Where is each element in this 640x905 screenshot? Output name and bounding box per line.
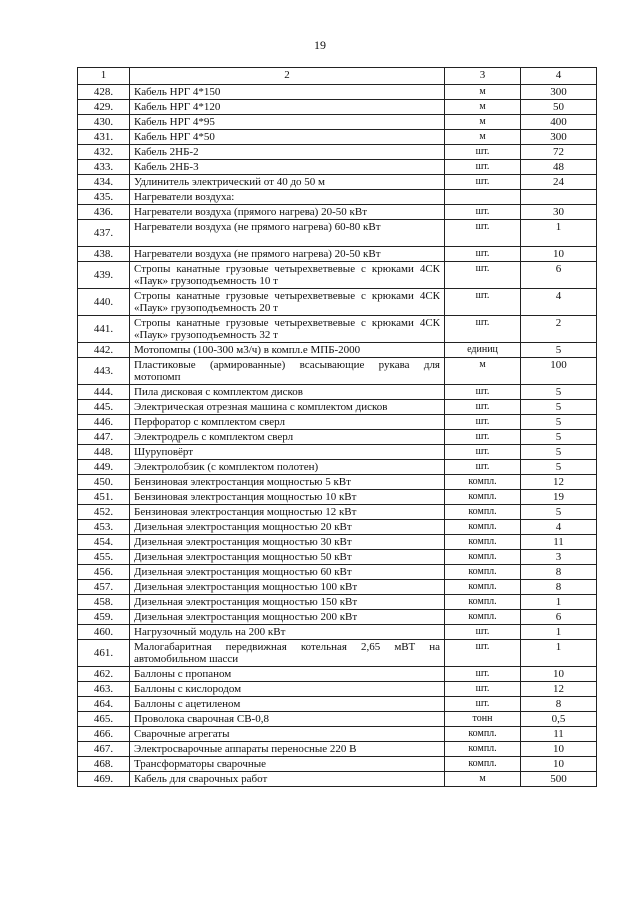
item-name: Проволока сварочная СВ-0,8 bbox=[130, 712, 445, 727]
item-name: Малогабаритная передвижная котельная 2,65 мВТ на автомобильном шасси bbox=[130, 640, 445, 667]
item-name: Перфоратор с комплектом сверл bbox=[130, 415, 445, 430]
item-unit: компл. bbox=[445, 520, 521, 535]
item-quantity: 24 bbox=[521, 175, 597, 190]
item-name: Дизельная электростанция мощностью 30 кВт bbox=[130, 535, 445, 550]
item-quantity: 100 bbox=[521, 358, 597, 385]
item-quantity: 5 bbox=[521, 430, 597, 445]
table-row bbox=[78, 535, 597, 550]
item-unit: шт. bbox=[445, 400, 521, 415]
row-number: 442. bbox=[78, 343, 130, 358]
header-cell-unit: 3 bbox=[445, 68, 521, 85]
row-number: 447. bbox=[78, 430, 130, 445]
row-number: 445. bbox=[78, 400, 130, 415]
item-unit: тонн bbox=[445, 712, 521, 727]
equipment-table bbox=[77, 67, 597, 787]
table-row bbox=[78, 682, 597, 697]
item-name: Дизельная электростанция мощностью 50 кВт bbox=[130, 550, 445, 565]
item-unit: шт. bbox=[445, 682, 521, 697]
item-name: Дизельная электростанция мощностью 100 кВт bbox=[130, 580, 445, 595]
item-unit: единиц bbox=[445, 343, 521, 358]
item-name: Кабель НРГ 4*120 bbox=[130, 100, 445, 115]
item-quantity: 1 bbox=[521, 595, 597, 610]
table-row bbox=[78, 205, 597, 220]
table-row bbox=[78, 625, 597, 640]
item-quantity: 1 bbox=[521, 640, 597, 667]
item-name: Электросварочные аппараты переносные 220 В bbox=[130, 742, 445, 757]
row-number: 455. bbox=[78, 550, 130, 565]
item-quantity: 5 bbox=[521, 415, 597, 430]
item-quantity: 300 bbox=[521, 130, 597, 145]
item-unit: шт. bbox=[445, 316, 521, 343]
row-number: 450. bbox=[78, 475, 130, 490]
item-quantity: 6 bbox=[521, 610, 597, 625]
row-number: 463. bbox=[78, 682, 130, 697]
row-number: 453. bbox=[78, 520, 130, 535]
item-name: Электрическая отрезная машина с комплектом дисков bbox=[130, 400, 445, 415]
item-quantity: 72 bbox=[521, 145, 597, 160]
table-row bbox=[78, 415, 597, 430]
item-name: Нагреватели воздуха (не прямого нагрева) 60-80 кВт bbox=[130, 220, 445, 247]
item-name: Стропы канатные грузовые четырехветвевые с крюками 4СК «Паук» грузоподъемность 10 т bbox=[130, 262, 445, 289]
item-unit: шт. bbox=[445, 205, 521, 220]
item-name: Баллоны с кислородом bbox=[130, 682, 445, 697]
item-name: Баллоны с ацетиленом bbox=[130, 697, 445, 712]
item-unit: м bbox=[445, 115, 521, 130]
table-row bbox=[78, 430, 597, 445]
item-unit: шт. bbox=[445, 430, 521, 445]
item-quantity: 5 bbox=[521, 385, 597, 400]
row-number: 443. bbox=[78, 358, 130, 385]
row-number: 464. bbox=[78, 697, 130, 712]
item-name: Электролобзик (с комплектом полотен) bbox=[130, 460, 445, 475]
row-number: 460. bbox=[78, 625, 130, 640]
item-unit: компл. bbox=[445, 757, 521, 772]
item-quantity: 1 bbox=[521, 625, 597, 640]
table-row bbox=[78, 712, 597, 727]
table-row bbox=[78, 289, 597, 316]
table-row bbox=[78, 145, 597, 160]
row-number: 457. bbox=[78, 580, 130, 595]
table-row bbox=[78, 262, 597, 289]
item-name: Электродрель с комплектом сверл bbox=[130, 430, 445, 445]
row-number: 428. bbox=[78, 85, 130, 100]
item-name: Дизельная электростанция мощностью 60 кВт bbox=[130, 565, 445, 580]
row-number: 438. bbox=[78, 247, 130, 262]
row-number: 433. bbox=[78, 160, 130, 175]
item-quantity: 8 bbox=[521, 580, 597, 595]
item-name: Пластиковые (армированные) всасывающие рукава для мотопомп bbox=[130, 358, 445, 385]
item-unit: шт. bbox=[445, 145, 521, 160]
item-unit: компл. bbox=[445, 505, 521, 520]
item-unit: шт. bbox=[445, 415, 521, 430]
item-unit: м bbox=[445, 772, 521, 787]
item-quantity: 10 bbox=[521, 742, 597, 757]
table-row bbox=[78, 727, 597, 742]
row-number: 466. bbox=[78, 727, 130, 742]
table-row bbox=[78, 595, 597, 610]
row-number: 449. bbox=[78, 460, 130, 475]
item-name: Сварочные агрегаты bbox=[130, 727, 445, 742]
row-number: 451. bbox=[78, 490, 130, 505]
item-name: Кабель НРГ 4*50 bbox=[130, 130, 445, 145]
item-name: Стропы канатные грузовые четырехветвевые с крюками 4СК «Паук» грузоподъемность 20 т bbox=[130, 289, 445, 316]
row-number: 432. bbox=[78, 145, 130, 160]
item-quantity: 5 bbox=[521, 445, 597, 460]
row-number: 440. bbox=[78, 289, 130, 316]
item-unit: компл. bbox=[445, 742, 521, 757]
item-unit bbox=[445, 190, 521, 205]
item-quantity: 6 bbox=[521, 262, 597, 289]
item-unit: компл. bbox=[445, 535, 521, 550]
table-row bbox=[78, 190, 597, 205]
table-row bbox=[78, 475, 597, 490]
item-unit: компл. bbox=[445, 595, 521, 610]
row-number: 441. bbox=[78, 316, 130, 343]
row-number: 467. bbox=[78, 742, 130, 757]
table-row bbox=[78, 100, 597, 115]
row-number: 469. bbox=[78, 772, 130, 787]
item-unit: компл. bbox=[445, 565, 521, 580]
item-unit: компл. bbox=[445, 550, 521, 565]
item-unit: компл. bbox=[445, 580, 521, 595]
item-quantity: 12 bbox=[521, 475, 597, 490]
item-quantity: 400 bbox=[521, 115, 597, 130]
item-name: Кабель 2НБ-3 bbox=[130, 160, 445, 175]
row-number: 452. bbox=[78, 505, 130, 520]
header-cell-name: 2 bbox=[130, 68, 445, 85]
item-quantity: 10 bbox=[521, 667, 597, 682]
row-number: 468. bbox=[78, 757, 130, 772]
item-name: Дизельная электростанция мощностью 200 кВт bbox=[130, 610, 445, 625]
item-unit: компл. bbox=[445, 727, 521, 742]
table-row bbox=[78, 115, 597, 130]
item-quantity: 1 bbox=[521, 220, 597, 247]
table-row bbox=[78, 460, 597, 475]
item-unit: компл. bbox=[445, 490, 521, 505]
table-row bbox=[78, 358, 597, 385]
table-row bbox=[78, 742, 597, 757]
item-unit: шт. bbox=[445, 625, 521, 640]
item-unit: м bbox=[445, 100, 521, 115]
table-row bbox=[78, 610, 597, 625]
row-number: 434. bbox=[78, 175, 130, 190]
item-name: Нагреватели воздуха: bbox=[130, 190, 445, 205]
item-name: Кабель 2НБ-2 bbox=[130, 145, 445, 160]
table-row bbox=[78, 220, 597, 247]
table-row bbox=[78, 697, 597, 712]
table-row bbox=[78, 580, 597, 595]
item-name: Бензиновая электростанция мощностью 10 кВт bbox=[130, 490, 445, 505]
row-number: 437. bbox=[78, 220, 130, 247]
row-number: 459. bbox=[78, 610, 130, 625]
item-unit: шт. bbox=[445, 445, 521, 460]
item-name: Стропы канатные грузовые четырехветвевые с крюками 4СК «Паук» грузоподъемность 32 т bbox=[130, 316, 445, 343]
item-unit: шт. bbox=[445, 220, 521, 247]
item-name: Нагреватели воздуха (прямого нагрева) 20-50 кВт bbox=[130, 205, 445, 220]
page-number: 19 bbox=[314, 38, 326, 52]
item-unit: шт. bbox=[445, 289, 521, 316]
item-name: Пила дисковая с комплектом дисков bbox=[130, 385, 445, 400]
item-name: Удлинитель электрический от 40 до 50 м bbox=[130, 175, 445, 190]
table-row bbox=[78, 505, 597, 520]
item-quantity bbox=[521, 190, 597, 205]
item-unit: компл. bbox=[445, 475, 521, 490]
item-unit: компл. bbox=[445, 610, 521, 625]
item-name: Бензиновая электростанция мощностью 12 кВт bbox=[130, 505, 445, 520]
table-row bbox=[78, 130, 597, 145]
item-unit: шт. bbox=[445, 460, 521, 475]
item-quantity: 3 bbox=[521, 550, 597, 565]
row-number: 465. bbox=[78, 712, 130, 727]
table-row bbox=[78, 490, 597, 505]
item-name: Кабель НРГ 4*150 bbox=[130, 85, 445, 100]
equipment-table-body bbox=[78, 68, 597, 787]
item-quantity: 2 bbox=[521, 316, 597, 343]
table-row bbox=[78, 667, 597, 682]
item-quantity: 5 bbox=[521, 460, 597, 475]
row-number: 431. bbox=[78, 130, 130, 145]
item-unit: шт. bbox=[445, 160, 521, 175]
item-name: Шуруповёрт bbox=[130, 445, 445, 460]
item-name: Кабель НРГ 4*95 bbox=[130, 115, 445, 130]
table-row bbox=[78, 400, 597, 415]
item-quantity: 30 bbox=[521, 205, 597, 220]
item-name: Нагрузочный модуль на 200 кВт bbox=[130, 625, 445, 640]
item-quantity: 10 bbox=[521, 757, 597, 772]
item-unit: шт. bbox=[445, 385, 521, 400]
header-cell-quantity: 4 bbox=[521, 68, 597, 85]
row-number: 458. bbox=[78, 595, 130, 610]
table-row bbox=[78, 772, 597, 787]
item-unit: м bbox=[445, 85, 521, 100]
row-number: 436. bbox=[78, 205, 130, 220]
row-number: 462. bbox=[78, 667, 130, 682]
item-quantity: 50 bbox=[521, 100, 597, 115]
item-quantity: 4 bbox=[521, 289, 597, 316]
item-unit: шт. bbox=[445, 667, 521, 682]
table-row bbox=[78, 565, 597, 580]
item-unit: шт. bbox=[445, 262, 521, 289]
row-number: 444. bbox=[78, 385, 130, 400]
row-number: 439. bbox=[78, 262, 130, 289]
row-number: 430. bbox=[78, 115, 130, 130]
item-quantity: 5 bbox=[521, 343, 597, 358]
item-unit: м bbox=[445, 130, 521, 145]
table-row bbox=[78, 343, 597, 358]
item-name: Бензиновая электростанция мощностью 5 кВт bbox=[130, 475, 445, 490]
item-quantity: 4 bbox=[521, 520, 597, 535]
table-row bbox=[78, 385, 597, 400]
table-row bbox=[78, 445, 597, 460]
item-name: Нагреватели воздуха (не прямого нагрева) 20-50 кВт bbox=[130, 247, 445, 262]
row-number: 448. bbox=[78, 445, 130, 460]
table-row bbox=[78, 85, 597, 100]
table-row bbox=[78, 520, 597, 535]
item-name: Дизельная электростанция мощностью 150 кВт bbox=[130, 595, 445, 610]
item-quantity: 11 bbox=[521, 535, 597, 550]
item-name: Трансформаторы сварочные bbox=[130, 757, 445, 772]
table-header-row bbox=[78, 68, 597, 85]
table-row bbox=[78, 640, 597, 667]
item-quantity: 5 bbox=[521, 505, 597, 520]
row-number: 429. bbox=[78, 100, 130, 115]
table-row bbox=[78, 160, 597, 175]
row-number: 461. bbox=[78, 640, 130, 667]
item-name: Кабель для сварочных работ bbox=[130, 772, 445, 787]
item-name: Баллоны с пропаном bbox=[130, 667, 445, 682]
table-row bbox=[78, 550, 597, 565]
item-quantity: 12 bbox=[521, 682, 597, 697]
item-unit: шт. bbox=[445, 640, 521, 667]
table-row bbox=[78, 316, 597, 343]
table-row bbox=[78, 247, 597, 262]
row-number: 456. bbox=[78, 565, 130, 580]
header-cell-number: 1 bbox=[78, 68, 130, 85]
item-quantity: 8 bbox=[521, 697, 597, 712]
item-quantity: 11 bbox=[521, 727, 597, 742]
row-number: 454. bbox=[78, 535, 130, 550]
item-quantity: 500 bbox=[521, 772, 597, 787]
table-row bbox=[78, 757, 597, 772]
item-name: Дизельная электростанция мощностью 20 кВт bbox=[130, 520, 445, 535]
item-quantity: 5 bbox=[521, 400, 597, 415]
row-number: 435. bbox=[78, 190, 130, 205]
row-number: 446. bbox=[78, 415, 130, 430]
item-unit: шт. bbox=[445, 247, 521, 262]
item-unit: шт. bbox=[445, 175, 521, 190]
item-quantity: 300 bbox=[521, 85, 597, 100]
item-unit: м bbox=[445, 358, 521, 385]
item-name: Мотопомпы (100-300 м3/ч) в компл.е МПБ-2000 bbox=[130, 343, 445, 358]
item-unit: шт. bbox=[445, 697, 521, 712]
table-row bbox=[78, 175, 597, 190]
item-quantity: 10 bbox=[521, 247, 597, 262]
item-quantity: 19 bbox=[521, 490, 597, 505]
item-quantity: 8 bbox=[521, 565, 597, 580]
item-quantity: 48 bbox=[521, 160, 597, 175]
item-quantity: 0,5 bbox=[521, 712, 597, 727]
